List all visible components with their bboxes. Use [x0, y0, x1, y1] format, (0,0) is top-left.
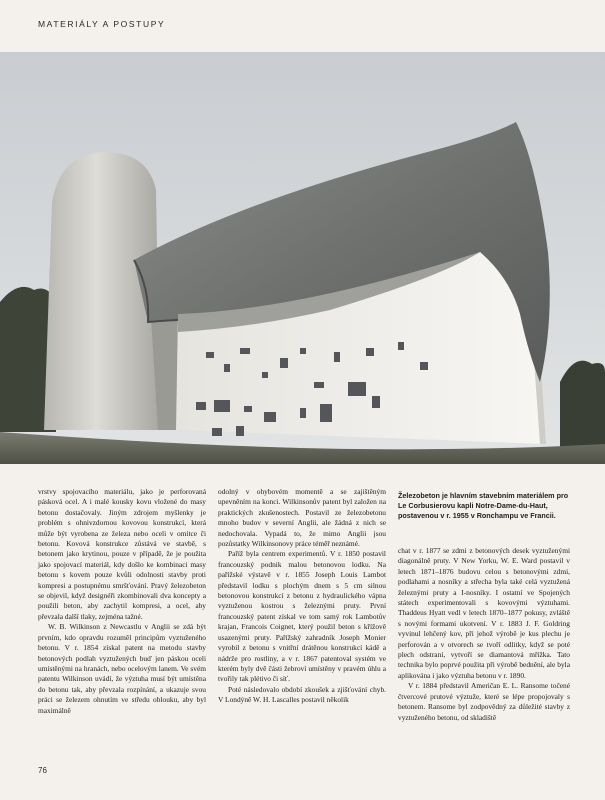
paragraph: W. B. Wilkinson z Newcastlu v Anglii se zdá být prvním, kdo opravdu rozuměl principům vyztuženého betonu. V r. 1854 získal patent na metodu stavby betonových podlah vyztužených buď jen páskou oceli umístěnými na hranách, nebo ocelovým lanem. Ve svém patentu Wilkinson uvádí, že výztuha musí být umístěna do betonu tak, aby převzala rozpínání, a ukazuje svou práci se železem ohnutím ve středu oblouku, aby byl maximálně [38, 622, 206, 715]
running-header: MATERIÁLY A POSTUPY [38, 19, 166, 29]
paragraph: Paříž byla centrem experimentů. V r. 1850 postavil francouzský podnik malou betonovou lodku. Na pařížské výstavě v r. 1855 Joseph Louis Lambot představil lodku s plochým dnem s 5 cm silnou betonovou konstrukcí z betonu z hydraulického vápna vyztuženou kostrou s železnými pruty. První francouzský patent získal ve tom samý rok Lambotův krajan, Francois Coignet, který použil beton s křížově usazenými pruty. Pařížský zahradník Joseph Monier vyrobil z betonu s vnitřní drátěnou konstrukcí kádě a nádrže pro rostliny, a v r. 1867 patentoval systém ve kterém byly dvě části žebroví umístěny v pravém úhlu a tvořily tak plétivo či síť. [218, 549, 386, 684]
photograph-ronchamp-chapel [0, 52, 605, 464]
trees-right [560, 361, 605, 452]
text-column-2 [218, 487, 386, 706]
text-column-1 [38, 487, 206, 716]
page-number: 76 [38, 766, 47, 775]
text-column-3 [398, 546, 570, 723]
paragraph: vrstvy spojovacího materiálu, jako je perforovaná pásková ocel. A i malé kousky kovu vložené do masy betonu dostačovaly. Jiným zdrojem myšlenky je problém s ohnivzdornou kovovou konstrukcí, která může být vyrobena ze železa nebo oceli v omítce či betonu. Kovová konstrukce zůstává ve stavbě, s betonem jako krytinou, pouze v případě, že je použita jako spojovací materiál, kdy došlo ke kombinaci masy betonu s kovem pouze kvůli odolnosti stavby proti kompresi a postupnému smršťování. Pravý železobeton se objevil, když designéři zkombinovali dva koncepty a použili beton, aby zachytil kompresi, a ocel, aby převzala další tlaky, zejména tažné. [38, 487, 206, 621]
chapel-illustration [0, 52, 605, 464]
paragraph: V r. 1884 představil Američan E. L. Ransome točené čtvercové prutové výztuže, které se lépe propojovaly s betonem. Ransome byl zodpovědný za důležité stavby z vyztuženého betonu, od skladiště [398, 681, 570, 722]
paragraph: odolný v ohybovém momentě a se zajištěným upevněním na konci. Wilkinsonův patent byl založen na praktických zkušenostech. Postavil ze železobetonu mnoho budov v severní Anglii, ale žádná z nich se nedochovala. Vypadá to, že mimo Anglii jsou pozůstatky Wilkinsonovy práce téměř neznámé. [218, 487, 386, 549]
paragraph: Poté následovalo období zkoušek a zjišťování chyb. V Londýně W. H. Lascalles postavil několik [218, 684, 386, 705]
paragraph: chat v r. 1877 se zdmi z betonových desek vyztuženými diagonálně pruty. V New Yorku, W. E. Ward postavil v letech 1871–1876 budovu celou s betonovými zdmi, podlahami a nosníky a střecha byla také celá vyztužená železnými pruty a I-nosníky. I ostatní ve Spojených státech experimentovali s kovovými výztuhami. Thaddeus Hyatt vedl v letech 1870–1877 pokusy, zvláště s novými formami ukotvení. V r. 1883 J. F. Goldring vyvinul lehčený kov, při jehož výrobě je kus plechu je perforován a v otvorech se tvoří odlitky, když se poté plech odstraní, vytvoří se diamantová mřížka. Tato technika bylo poprvé použita při výrobě bednění, ale byla aplikována i jako výztuha betonu v r. 1890. [398, 546, 570, 680]
photo-caption: Železobeton je hlavním stavebním materiálem pro Le Corbusierovu kapli Notre-Dame-du-Haut, postavenou v r. 1955 v Ronchampu ve Francii. [398, 491, 569, 520]
